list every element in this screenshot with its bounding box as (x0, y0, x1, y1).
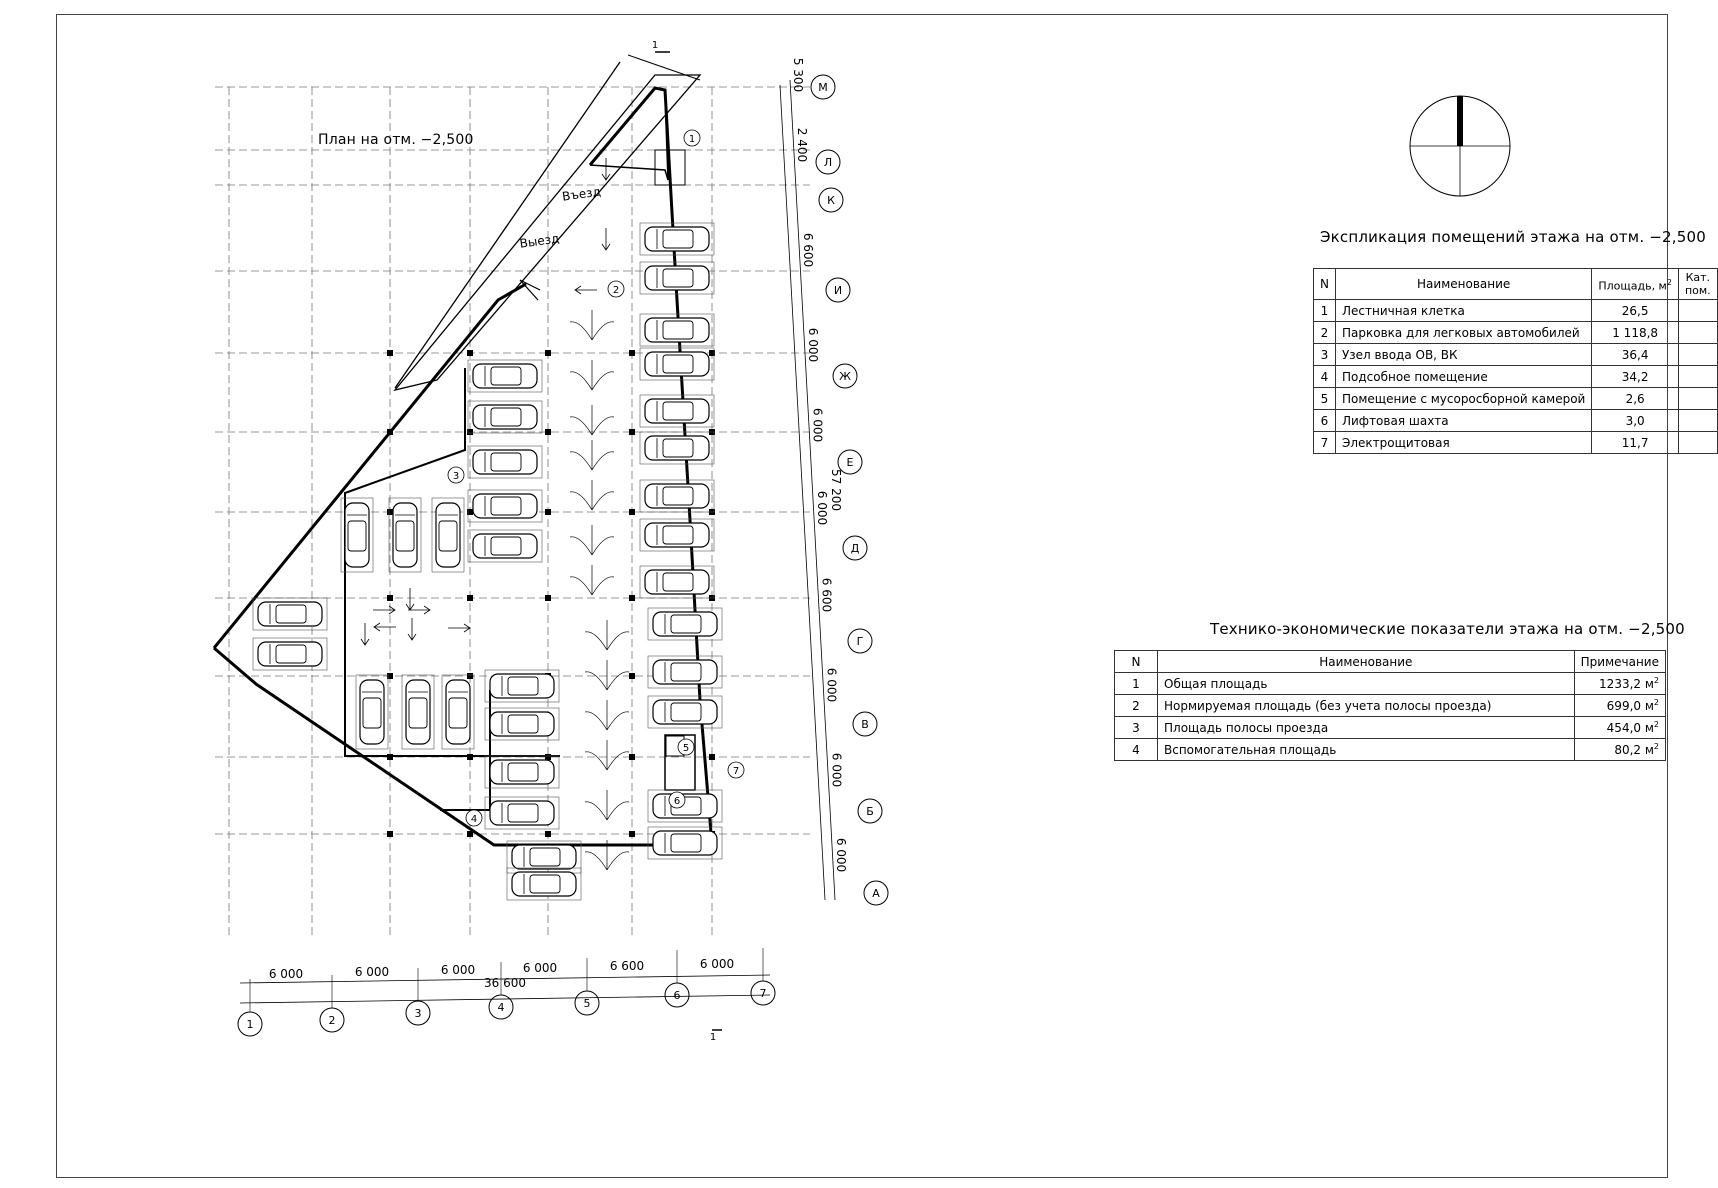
car (640, 432, 714, 464)
room-number: 2 (612, 285, 620, 296)
car-body (645, 227, 709, 251)
tep-col-num: N (1115, 651, 1158, 673)
car (485, 756, 559, 788)
axis-label-col: 7 (759, 987, 767, 1000)
axis-label-row: Б (866, 805, 874, 818)
axis-label-col: 6 (673, 989, 681, 1002)
car-body (258, 602, 322, 626)
row-cat (1678, 300, 1717, 322)
traffic-fork (570, 525, 614, 555)
car-body (490, 801, 554, 825)
row-num: 3 (1115, 717, 1158, 739)
dim-text-right: 2 400 (794, 127, 809, 163)
car (485, 797, 559, 829)
car (389, 498, 421, 572)
car-body (645, 352, 709, 376)
axis-label-col: 2 (328, 1014, 336, 1027)
car (640, 262, 714, 294)
car-body (653, 612, 717, 636)
room-number: 7 (732, 766, 740, 777)
traffic-arrow (406, 588, 414, 610)
tep-row (1115, 673, 1666, 695)
tep-rows (1115, 673, 1666, 761)
car (485, 670, 559, 702)
car (640, 519, 714, 551)
car-body (258, 642, 322, 666)
axis-label-col: 5 (583, 997, 591, 1010)
dim-text-total-height: 57 200 (829, 469, 843, 511)
room-number: 6 (673, 796, 681, 807)
row-area: 1 118,8 (1592, 322, 1679, 344)
row-cat (1678, 366, 1717, 388)
parking-spaces (253, 223, 722, 900)
row-num: 5 (1314, 388, 1336, 410)
car-body (473, 494, 537, 518)
ramp-curve (520, 280, 540, 300)
column-post (387, 595, 393, 601)
car (253, 638, 327, 670)
car (468, 360, 542, 392)
col-num: N (1314, 269, 1336, 300)
row-area: 11,7 (1592, 432, 1679, 454)
axis-label-row: М (818, 81, 828, 94)
column-post (387, 831, 393, 837)
car (341, 498, 373, 572)
dim-text-right: 5 300 (791, 57, 806, 93)
column-post (387, 429, 393, 435)
row-num: 1 (1115, 673, 1158, 695)
dim-text-bottom: 6 000 (699, 957, 735, 971)
traffic-arrow (408, 618, 416, 640)
car (640, 223, 714, 255)
row-value: 699,0 $м^2$ (1574, 695, 1665, 717)
car-body (345, 503, 369, 567)
axis-label-row: К (827, 194, 835, 207)
row-cat (1678, 322, 1717, 344)
car (253, 598, 327, 630)
row-area: 3,0 (1592, 410, 1679, 432)
column-post (545, 754, 551, 760)
axis-label-row: Е (846, 456, 854, 469)
dim-text-right: 6 000 (829, 752, 844, 788)
car-body (653, 831, 717, 855)
traffic-fork (585, 620, 629, 650)
car (648, 656, 722, 688)
dim-text-right: 6 000 (814, 490, 829, 526)
col-name: Наименование (1335, 269, 1591, 300)
ramp-edge (395, 62, 620, 388)
exit-label: Выезд (518, 231, 561, 251)
section-mark-bottom: 1 (709, 1032, 717, 1043)
row-cat (1678, 432, 1717, 454)
row-num: 2 (1314, 322, 1336, 344)
column-post (467, 754, 473, 760)
axis-label-row: Л (823, 156, 833, 169)
explication-row (1314, 344, 1718, 366)
section-mark-top: 1 (651, 40, 659, 51)
dim-text-bottom: 6 000 (268, 967, 304, 981)
column-post (545, 831, 551, 837)
dim-text-right: 6 000 (834, 837, 849, 873)
column-post (709, 754, 715, 760)
dim-text-bottom: 6 600 (609, 959, 645, 973)
car (468, 446, 542, 478)
column-post (629, 509, 635, 515)
row-value: 454,0 $м^2$ (1574, 717, 1665, 739)
compass-needle (1457, 96, 1463, 146)
car-body (645, 523, 709, 547)
traffic-fork (585, 790, 629, 820)
traffic-fork (570, 440, 614, 470)
room-number: 5 (682, 743, 690, 754)
column-post (629, 429, 635, 435)
row-name: Нормируемая площадь (без учета полосы проезда) (1158, 695, 1575, 717)
room-number: 4 (470, 814, 478, 825)
traffic-arrow (575, 286, 597, 294)
row-name: Лифтовая шахта (1335, 410, 1591, 432)
room-number: 3 (452, 471, 460, 482)
axis-label-col: 4 (497, 1001, 505, 1014)
dim-text-bottom: 6 000 (354, 965, 390, 979)
car-body (446, 680, 470, 744)
column-post (629, 831, 635, 837)
explication-title: Экспликация помещений этажа на отм. −2,500 (1320, 228, 1706, 246)
column-post (545, 429, 551, 435)
traffic-fork (570, 360, 614, 390)
explication-row (1314, 366, 1718, 388)
car-body (436, 503, 460, 567)
row-cat (1678, 344, 1717, 366)
column-post (467, 350, 473, 356)
axis-label-col: 1 (246, 1018, 254, 1031)
traffic-arrow (373, 606, 395, 614)
column-post (545, 350, 551, 356)
axis-label-row: А (872, 887, 880, 900)
traffic-fork (585, 740, 629, 770)
car (640, 314, 714, 346)
tep-row (1115, 739, 1666, 761)
car-body (645, 399, 709, 423)
car (640, 395, 714, 427)
column-post (387, 754, 393, 760)
traffic-fork (570, 405, 614, 435)
row-value: 80,2 $м^2$ (1574, 739, 1665, 761)
explication-table (1313, 268, 1718, 454)
car-body (473, 364, 537, 388)
car-body (653, 700, 717, 724)
dim-text-right: 6 000 (810, 407, 825, 443)
car-body (645, 484, 709, 508)
car-body (393, 503, 417, 567)
entry-label: Въезд (561, 184, 602, 204)
tep-row (1115, 695, 1666, 717)
car (468, 530, 542, 562)
row-name: Помещение с мусоросборной камерой (1335, 388, 1591, 410)
row-name: Лестничная клетка (1335, 300, 1591, 322)
column-post (629, 754, 635, 760)
car-body (473, 534, 537, 558)
axis-label-row: Ж (839, 370, 851, 383)
traffic-fork (585, 700, 629, 730)
car (640, 566, 714, 598)
explication-row (1314, 322, 1718, 344)
car (468, 490, 542, 522)
row-name: Узел ввода ОВ, ВК (1335, 344, 1591, 366)
traffic-fork (570, 480, 614, 510)
column-post (629, 673, 635, 679)
car (648, 827, 722, 859)
car (640, 348, 714, 380)
traffic-fork (570, 310, 614, 340)
dim-text-total: 36 600 (484, 976, 526, 990)
row-name: Подсобное помещение (1335, 366, 1591, 388)
row-area: 34,2 (1592, 366, 1679, 388)
axis-label-row: Г (856, 635, 864, 648)
car-body (406, 680, 430, 744)
dim-text-right: 6 000 (824, 667, 839, 703)
car (485, 708, 559, 740)
tep-row (1115, 717, 1666, 739)
explication-row (1314, 410, 1718, 432)
dim-text-right: 6 000 (805, 327, 820, 363)
car (507, 868, 581, 900)
car-body (653, 660, 717, 684)
row-name: Парковка для легковых автомобилей (1335, 322, 1591, 344)
wall-south (214, 648, 712, 845)
dim-text-bottom: 6 000 (440, 963, 476, 977)
tep-col-name: Наименование (1158, 651, 1575, 673)
car-body (645, 436, 709, 460)
car (468, 401, 542, 433)
traffic-arrow (361, 623, 369, 645)
row-area: 2,6 (1592, 388, 1679, 410)
car-body (473, 450, 537, 474)
column-post (387, 350, 393, 356)
car (648, 790, 722, 822)
row-value: 1233,2 $м^2$ (1574, 673, 1665, 695)
car-body (360, 680, 384, 744)
north-arrow (1410, 96, 1510, 196)
car (356, 675, 388, 749)
plan-title: План на отм. −2,500 (318, 132, 474, 148)
car (402, 675, 434, 749)
room-number: 1 (688, 134, 696, 145)
car (432, 498, 464, 572)
axis-label-row: И (833, 284, 843, 297)
dim-text-right: 6 600 (819, 577, 834, 613)
car-body (490, 760, 554, 784)
row-num: 4 (1115, 739, 1158, 761)
row-area: 26,5 (1592, 300, 1679, 322)
column-post (629, 350, 635, 356)
explication-row (1314, 300, 1718, 322)
row-num: 2 (1115, 695, 1158, 717)
dim-text-right: 6 600 (800, 232, 815, 268)
ramp-top (628, 55, 700, 80)
row-num: 6 (1314, 410, 1336, 432)
traffic-fork (570, 565, 614, 595)
car-body (645, 266, 709, 290)
row-num: 3 (1314, 344, 1336, 366)
axis-label-row: Д (850, 542, 860, 555)
car-body (512, 845, 576, 869)
car (648, 608, 722, 640)
row-cat (1678, 410, 1717, 432)
car (648, 696, 722, 728)
col-area: Площадь, $м^2$ (1592, 269, 1679, 300)
tep-title: Технико-экономические показатели этажа на отм. −2,500 (1210, 620, 1685, 638)
traffic-arrow (602, 158, 610, 180)
car-body (645, 570, 709, 594)
row-name: Общая площадь (1158, 673, 1575, 695)
row-num: 7 (1314, 432, 1336, 454)
car-body (512, 872, 576, 896)
tep-col-note: Примечание (1574, 651, 1665, 673)
row-num: 1 (1314, 300, 1336, 322)
column-post (545, 509, 551, 515)
row-name: Вспомогательная площадь (1158, 739, 1575, 761)
row-cat (1678, 388, 1717, 410)
column-post (467, 595, 473, 601)
column-post (545, 595, 551, 601)
explication-row (1314, 432, 1718, 454)
traffic-arrow (374, 623, 396, 631)
row-area: 36,4 (1592, 344, 1679, 366)
row-num: 4 (1314, 366, 1336, 388)
traffic-arrow (448, 624, 470, 632)
traffic-fork (585, 660, 629, 690)
col-cat: Кат. пом. (1678, 269, 1717, 300)
wall-east (590, 88, 712, 845)
tep-table (1114, 650, 1666, 761)
axis-label-row: В (861, 718, 869, 731)
stair-wall (590, 95, 668, 180)
column-post (467, 673, 473, 679)
traffic-arrow (602, 228, 610, 250)
car-body (645, 318, 709, 342)
car (442, 675, 474, 749)
car (640, 480, 714, 512)
explication-row (1314, 388, 1718, 410)
column-post (387, 509, 393, 515)
row-name: Электрощитовая (1335, 432, 1591, 454)
car-body (490, 674, 554, 698)
dim-text-bottom: 6 000 (522, 961, 558, 975)
row-name: Площадь полосы проезда (1158, 717, 1575, 739)
explication-rows (1314, 300, 1718, 454)
axis-label-col: 3 (414, 1007, 422, 1020)
traffic-arrow (408, 606, 430, 614)
car-body (490, 712, 554, 736)
column-post (629, 595, 635, 601)
car-body (473, 405, 537, 429)
column-post (467, 831, 473, 837)
